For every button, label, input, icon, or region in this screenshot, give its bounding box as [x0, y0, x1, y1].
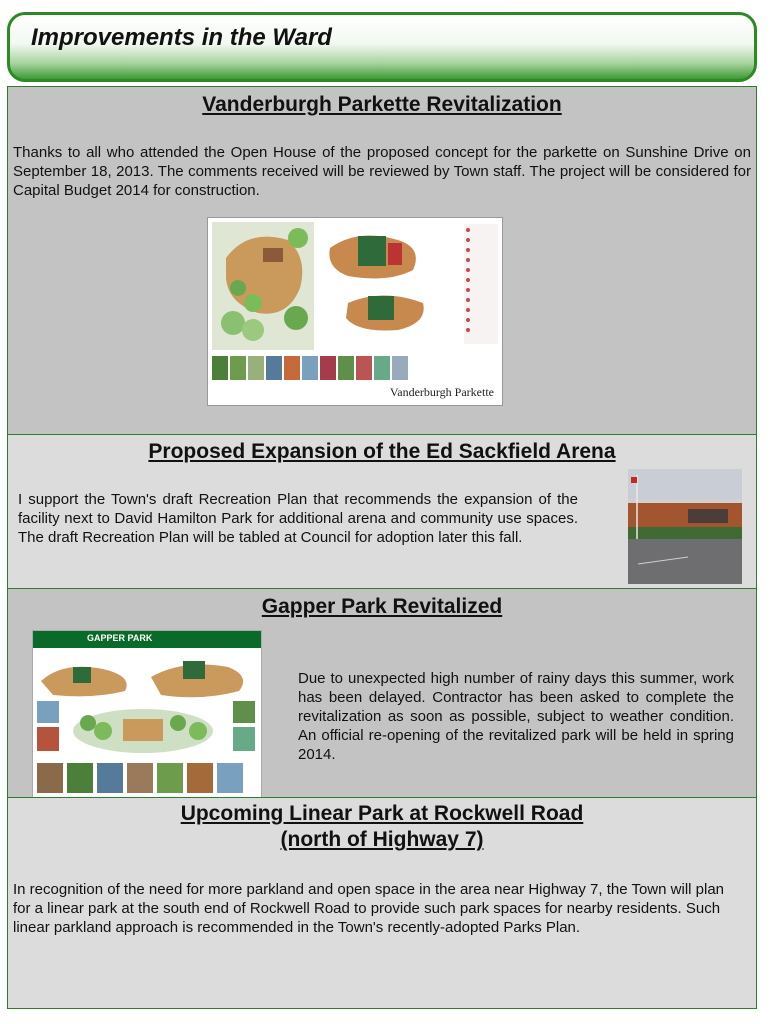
section-body: Due to unexpected high number of rainy days this summer, work has been delayed. Contractor has been asked to complete the revitalization as soon as possible, subject to weather condition. An official re-opening of the revitalized park will be held in spring 2014.	[298, 670, 734, 763]
section-gapper	[7, 588, 757, 798]
section-heading-line1: Upcoming Linear Park at Rockwell Road	[180, 802, 584, 825]
gapper-plan-illustration	[33, 631, 261, 800]
section-body: In recognition of the need for more parkland and open space in the area near Highway 7, the Town will plan for a linear park at the south end of Rockwell Road to provide such park spaces for nearby residents. Such linear parkland approach is recommended in the Town's recently-adopted Parks Plan.	[13, 881, 725, 936]
arena-photo	[628, 469, 742, 584]
image-caption: Vanderburgh Parkette	[389, 385, 494, 399]
section-heading: Gapper Park Revitalized	[261, 595, 503, 618]
section-body: I support the Town's draft Recreation Plan that recommends the expansion of the facility next to David Hamilton Park for additional arena and community use spaces. The draft Recreation Plan will be tabled at Council for adoption later this fall.	[18, 491, 578, 546]
section-body: Thanks to all who attended the Open House of the proposed concept for the parkette on Sunshine Drive on September 18, 2013. The comments received will be reviewed by Town staff. The project will be considered for Capital Budget 2014 for construction.	[13, 144, 751, 199]
section-heading: Vanderburgh Parkette Revitalization	[202, 93, 562, 116]
page-title: Improvements in the Ward	[31, 24, 332, 51]
header-banner	[7, 12, 757, 82]
concept-plan-illustration	[208, 218, 502, 405]
section-arena	[7, 434, 757, 589]
section-heading-line2: (north of Highway 7)	[280, 828, 484, 851]
section-heading: Proposed Expansion of the Ed Sackfield Arena	[148, 440, 616, 463]
section-linear-park	[7, 797, 757, 1009]
vanderburgh-concept-image	[207, 217, 503, 406]
gapper-image-banner	[33, 631, 261, 648]
section-vanderburgh	[7, 86, 757, 435]
gapper-park-image	[32, 630, 262, 801]
arena-building-illustration	[628, 469, 742, 584]
gapper-image-title: GAPPER PARK	[87, 633, 153, 643]
